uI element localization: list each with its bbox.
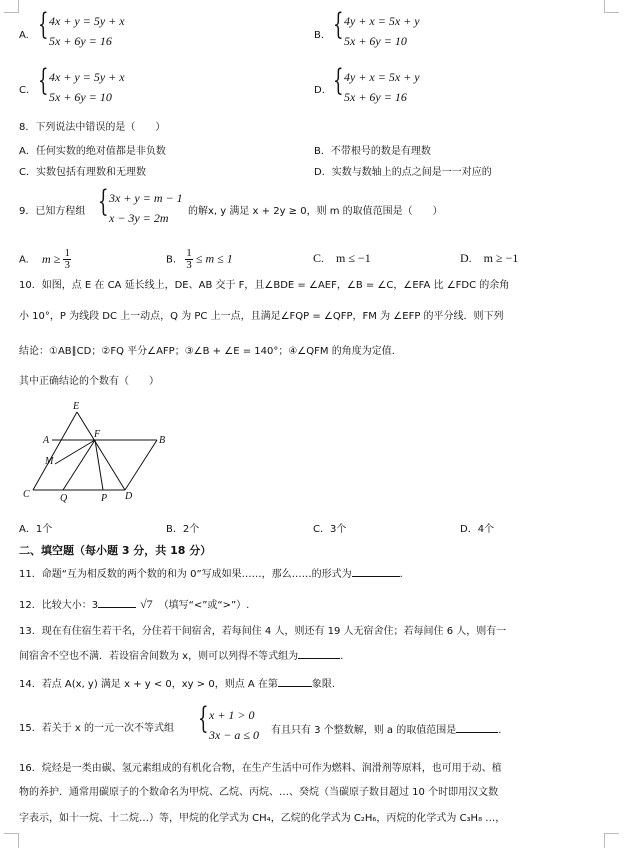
equation-2: x − 3y = 2m xyxy=(109,211,169,225)
q16-line-2: 物的养护．通常用碳原子的个数命名为甲烷、乙烷、丙烷、…、癸烷（当碳原子数目超过 10 个时即用汉文数 xyxy=(19,787,499,798)
equation-2: 5x + 6y = 16 xyxy=(49,34,112,48)
label-a: A xyxy=(43,435,50,446)
q7-option-c-letter: C. xyxy=(19,85,30,96)
q8-option-b: B．不带根号的数是有理数 xyxy=(314,146,431,157)
q15-prefix: 15．若关于 x 的一元一次不等式组 xyxy=(19,723,174,734)
option-text: m ≥ xyxy=(42,251,61,266)
brace-icon: { xyxy=(38,63,49,98)
fraction: $\frac{1}{3}$ xyxy=(186,247,192,271)
q9-prefix: 9．已知方程组 xyxy=(19,206,86,217)
line-f-q xyxy=(63,440,95,490)
q11-end: . xyxy=(399,569,403,580)
q12-suffix: （填写“<”或“>”）. xyxy=(158,600,250,611)
option-letter: A. xyxy=(19,254,29,266)
q10-option-c: C．3个 xyxy=(313,524,347,535)
brace-icon: { xyxy=(38,7,49,42)
answer-blank[interactable] xyxy=(298,648,340,659)
q11-text: 11．命题“互为相反数的两个数的和为 0”写成如果……，那么……的形式为 xyxy=(19,569,352,580)
equation-1: 3x + y = m − 1 xyxy=(109,191,183,205)
q13-line-1: 13．现在有住宿生若干名，分住若干间宿舍，若每间住 4 人，则还有 19 人无宿舍住；若每间住 6 人，则有一 xyxy=(19,626,507,637)
corner-mark-bottom-left xyxy=(4,833,19,848)
equation-2: 5x + 6y = 16 xyxy=(344,90,407,104)
q10-option-d: D．4个 xyxy=(460,524,495,535)
q8-option-d: D．实数与数轴上的点之间是一一对应的 xyxy=(314,167,492,178)
option-text: ≤ m ≤ 1 xyxy=(195,251,233,266)
q13-text: 间宿舍不空也不满．若设宿舍间数为 x，则可以列得不等式组为 xyxy=(19,651,299,662)
corner-mark-top-left xyxy=(4,0,19,13)
label-m: M xyxy=(45,456,54,467)
brace-icon: { xyxy=(198,701,209,736)
label-c: C xyxy=(23,489,30,500)
section-2-heading: 二、填空题（每小题 3 分，共 18 分） xyxy=(19,544,212,557)
label-p: P xyxy=(101,493,108,504)
q9-option-b xyxy=(166,248,233,271)
equation-1: 4y + x = 5x + y xyxy=(344,70,420,84)
q10-line-4: 其中正确结论的个数有（ ） xyxy=(19,376,159,387)
label-e: E xyxy=(73,401,80,412)
label-f: F xyxy=(94,429,101,440)
q12 xyxy=(19,597,249,613)
q10-line-3: 结论：①AB∥CD；②FQ 平分∠AFP；③∠B + ∠E = 140°；④∠QFM 的角度为定值． xyxy=(19,346,402,357)
label-q: Q xyxy=(60,493,68,504)
equation-1: 4y + x = 5x + y xyxy=(344,14,420,28)
q9-option-a xyxy=(19,248,71,271)
q12-prefix: 12．比较大小：3 xyxy=(19,600,99,611)
brace-icon: { xyxy=(98,184,109,219)
q7-option-b-letter: B. xyxy=(314,30,325,41)
q11 xyxy=(19,566,403,582)
corner-mark-bottom-right xyxy=(604,833,619,848)
q8-option-a: A．任何实数的绝对值都是非负数 xyxy=(19,146,166,157)
q10-line-2: 小 10°，P 为线段 DC 上一动点，Q 为 PC 上一点，且满足∠FQP = ∠QFP，FM 为 ∠EFP 的平分线．则下列 xyxy=(19,311,504,322)
q15-end: . xyxy=(498,725,502,736)
inequality-2: 3x − a ≤ 0 xyxy=(209,728,260,742)
equation-1: 4x + y = 5y + x xyxy=(49,14,125,28)
q15-tail xyxy=(271,722,501,738)
q9-option-d: D. m ≥ −1 xyxy=(460,251,519,265)
q16-line-1: 16．烷烃是一类由碳、氢元素组成的有机化合物，在生产生活中可作为燃料、润滑剂等原料，也可用于动、植 xyxy=(19,763,502,774)
q14-prefix: 14．若点 A(x, y) 满足 x + y < 0，xy > 0，则点 A 在第 xyxy=(19,679,278,690)
fraction: $\frac{1}{3}$ xyxy=(64,247,70,271)
q7-option-a-letter: A. xyxy=(19,30,29,41)
answer-blank[interactable] xyxy=(278,676,312,687)
q10-line-1: 10．如图，点 E 在 CA 延长线上，DE、AB 交于 F，且∠BDE = ∠AEF，∠B = ∠C，∠EFA 比 ∠FDC 的余角 xyxy=(19,280,510,291)
option-letter: B. xyxy=(166,254,177,266)
q14-suffix: 象限. xyxy=(311,679,336,690)
sqrt-7: √7 xyxy=(140,597,153,611)
equation-1: 4x + y = 5y + x xyxy=(49,70,125,84)
answer-blank[interactable] xyxy=(352,566,400,577)
equation-2: 5x + 6y = 10 xyxy=(49,90,112,104)
label-d: D xyxy=(125,491,133,502)
q14 xyxy=(19,676,335,692)
q10-geometry-figure xyxy=(15,398,175,508)
q9-option-c: C. m ≤ −1 xyxy=(313,251,371,265)
inequality-1: x + 1 > 0 xyxy=(209,708,255,722)
q13-line-2 xyxy=(19,648,343,664)
q10-option-b: B．2个 xyxy=(166,524,200,535)
q15-suffix: 有且只有 3 个整数解，则 a 的取值范围是 xyxy=(271,725,457,736)
q13-end: . xyxy=(340,651,344,662)
q7-option-d-letter: D. xyxy=(314,85,325,96)
q16-line-3: 字表示，如十一烷、十二烷…）等，甲烷的化学式为 CH₄，乙烷的化学式为 C₂H₆，丙烷的化学式为 C₃H₈ …， xyxy=(19,813,506,824)
q10-option-a: A．1个 xyxy=(19,524,53,535)
label-b: B xyxy=(159,435,166,446)
q8-option-c: C．实数包括有理数和无理数 xyxy=(19,167,146,178)
answer-blank[interactable] xyxy=(456,722,498,733)
answer-blank[interactable] xyxy=(98,597,136,608)
brace-icon: { xyxy=(333,63,344,98)
equation-2: 5x + 6y = 10 xyxy=(344,34,407,48)
q8-stem: 8．下列说法中错误的是（ ） xyxy=(19,122,166,133)
corner-mark-top-right xyxy=(604,0,619,13)
brace-icon: { xyxy=(333,7,344,42)
line-f-m xyxy=(55,440,95,464)
line-b-d xyxy=(125,440,157,490)
q9-suffix: 的解x, y 满足 x + 2y ≥ 0，则 m 的取值范围是（ ） xyxy=(188,206,443,217)
